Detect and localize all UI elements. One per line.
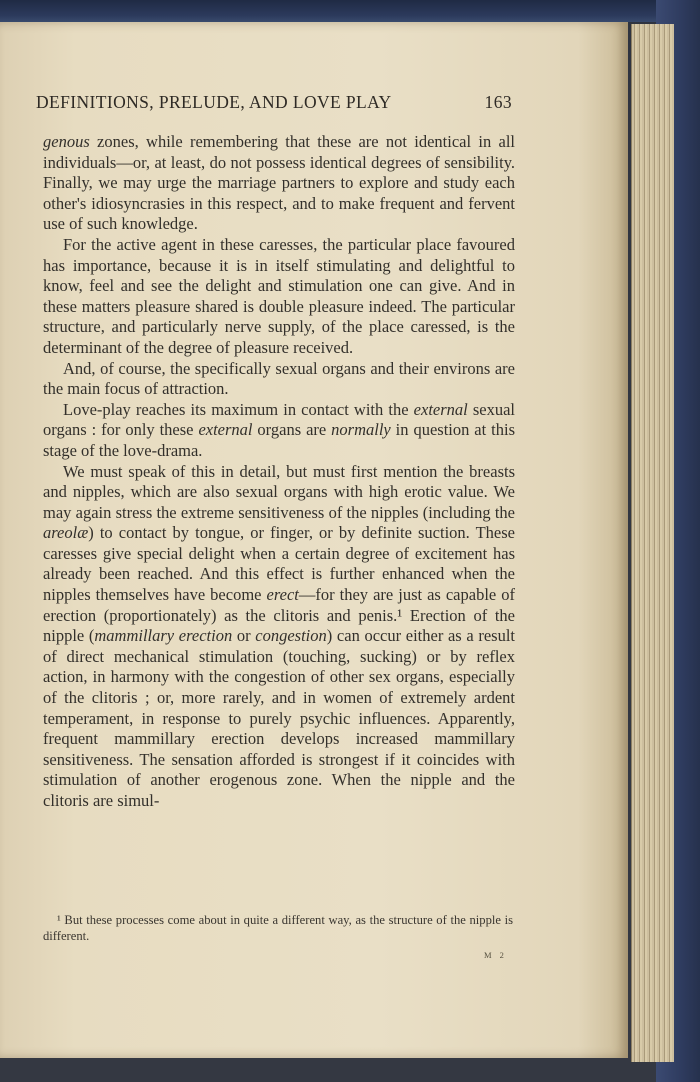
italic-term: genous: [43, 132, 90, 151]
paragraph-2: For the active agent in these caresses, the particular place favoured has importance, because it is in itself stimulating and delightful to know, feel and see the delight and stimulation one can give. And in these matters pleasure shared is double pleasure indeed. The particular structure, and particularly nerve supply, of the place caressed, is the determinant of the degree of pleasure received.: [43, 234, 515, 357]
footnote: ¹ But these processes come about in quite a different way, as the structure of the nipple is different.: [43, 913, 513, 943]
body-text: [43, 132, 515, 812]
italic-term: mammillary erection: [94, 626, 233, 646]
running-head: [36, 92, 512, 113]
italic-term: normally: [331, 420, 391, 440]
paragraph-5: We must speak of this in detail, but must first mention the breasts and nipples, which are also sexual organs with high erotic value. We may again stress the extreme sensitiveness of the nipples (including the areolæ) to contact by tongue, or finger, or by definite suction. These caresses give special delight when a certain degree of excitement has already been reached. And this effect is further enhanced when the nipples themselves have become erect—for they are just as capable of erection (proportionately) as the clitoris and penis.¹ Erection of the nipple (mammillary erection or congestion) can occur either as a result of direct mechanical stimulation (touching, sucking) or by reflex action, in harmony with the congestion of other sex organs, especially of the clitoris ; or, more rarely, and in women of extremely ardent temperament, in response to purely psychic influences. Apparently, frequent mammillary erection develops increased mammillary sensitiveness. The sensation afforded is strongest if it coincides with stimulation of another erogenous zone. When the nipple and the clitoris are simul-: [43, 461, 515, 810]
book-cover-top-edge: [0, 0, 700, 22]
paragraph-3: And, of course, the specifically sexual organs and their environs are the main focus of attraction.: [43, 358, 515, 399]
paragraph-4: Love-play reaches its maximum in contact with the external sexual organs : for only these external organs are normally in question at this stage of the love-drama.: [43, 399, 516, 460]
italic-term: erect: [266, 585, 299, 605]
italic-term: areolæ: [43, 523, 89, 543]
chapter-title: DEFINITIONS, PRELUDE, AND LOVE PLAY: [36, 92, 392, 112]
italic-term: external: [198, 420, 253, 440]
paragraph-1: genous zones, while remembering that these are not identical in all individuals—or, at least, do not possess identical degrees of sensibility. Finally, we may urge the marriage partners to explore and study each other's idiosyncrasies in this respect, and to make frequent and fervent use of such knowledge.: [43, 132, 515, 234]
italic-term: congestion: [255, 626, 327, 646]
signature-mark: M 2: [484, 950, 507, 960]
italic-term: external: [413, 399, 468, 419]
page-stack-edges: [631, 24, 674, 1062]
page-number: 163: [484, 92, 512, 112]
